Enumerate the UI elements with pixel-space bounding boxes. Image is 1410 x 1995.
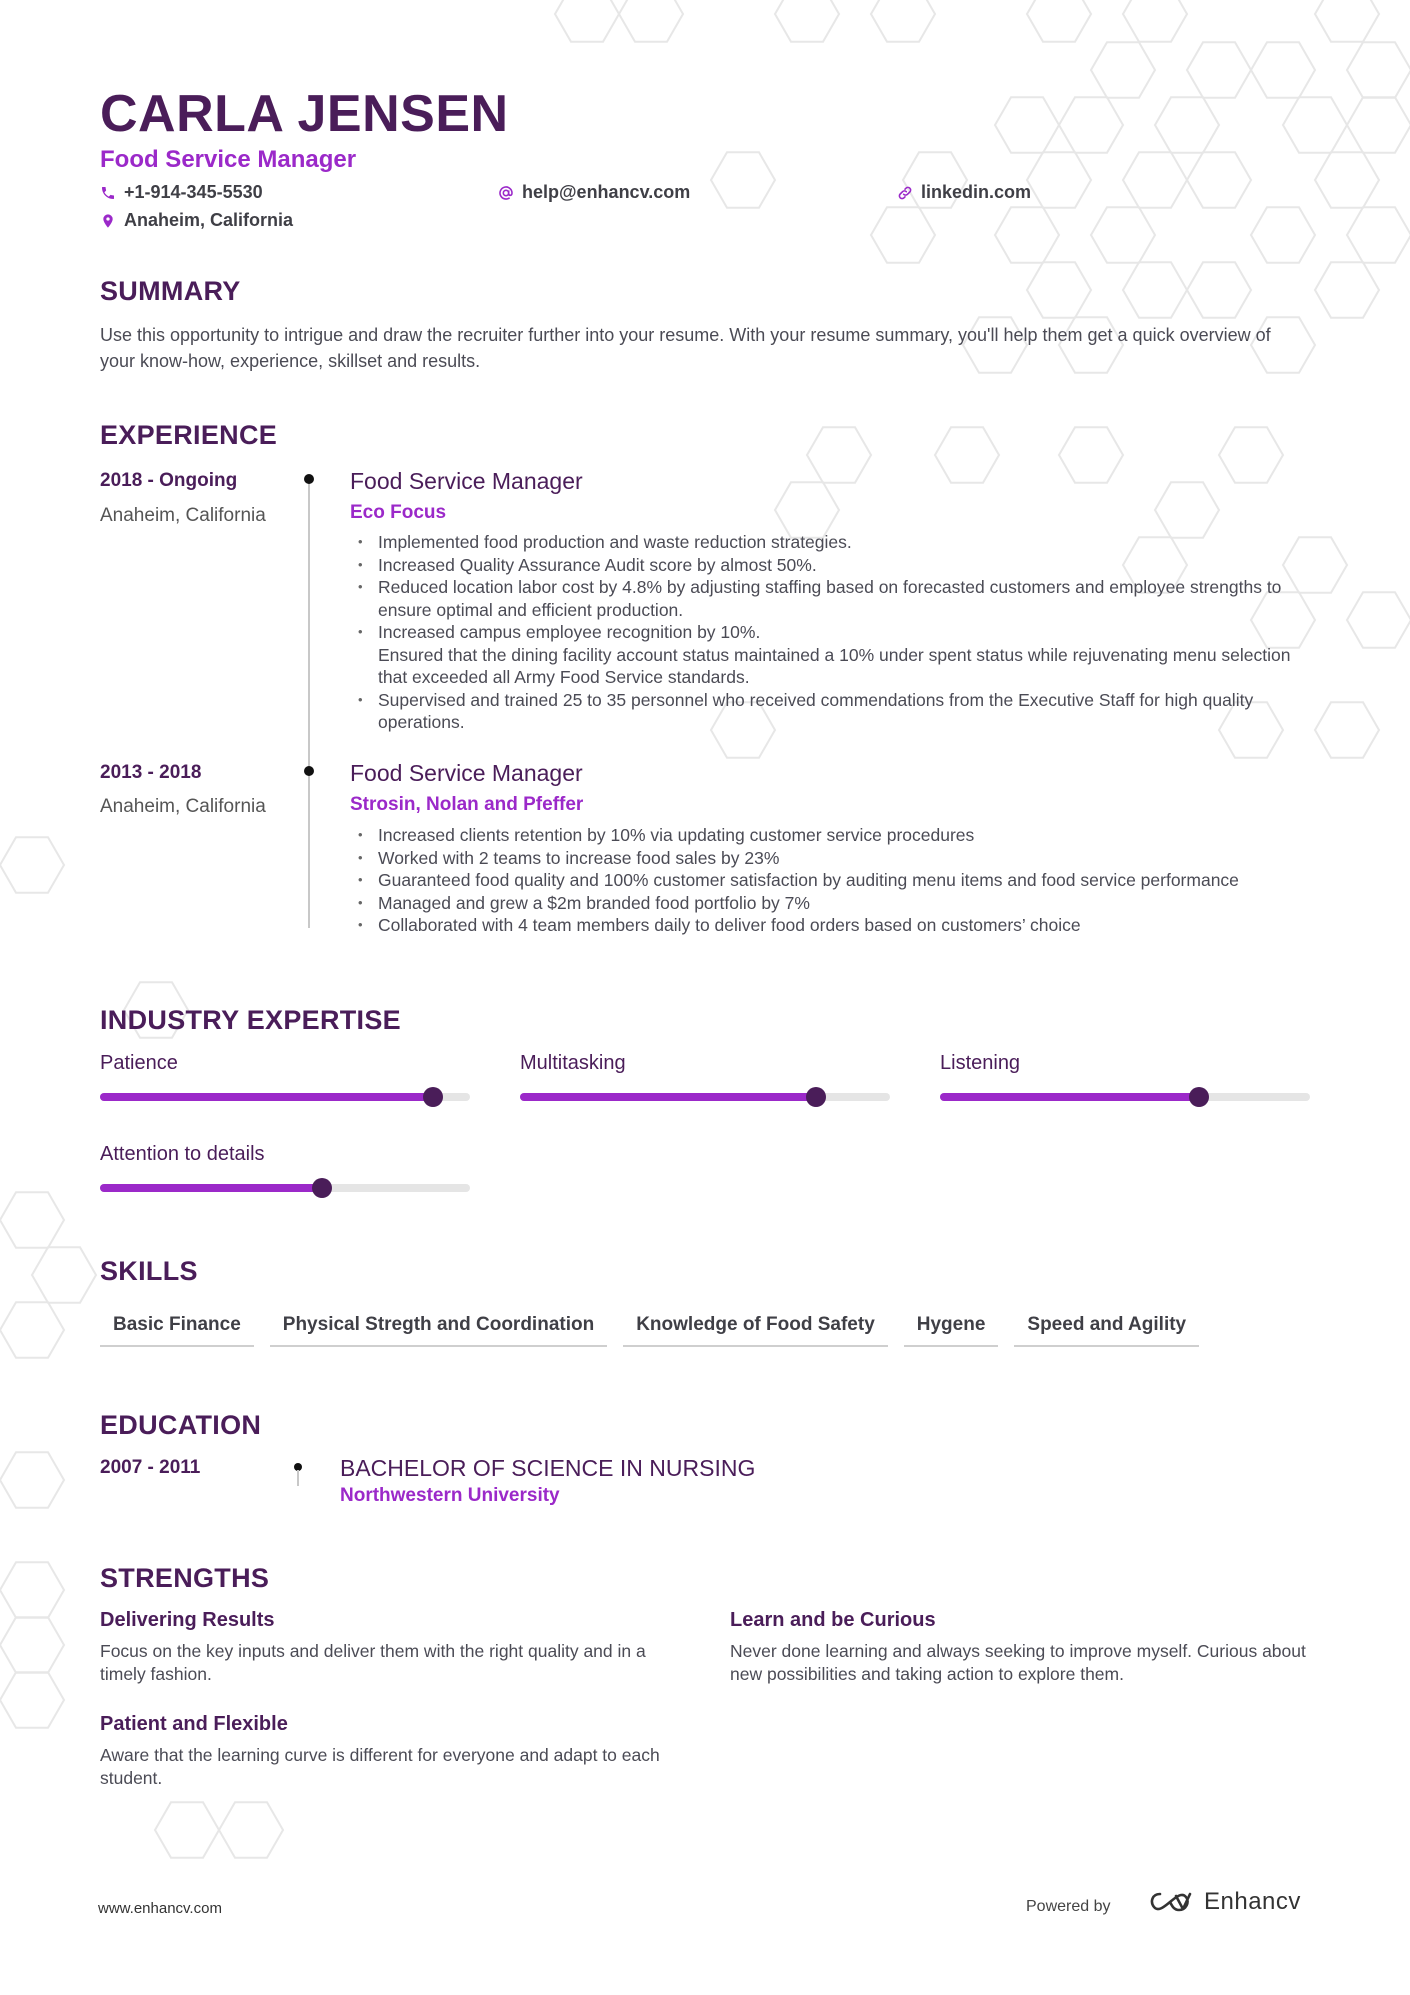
expertise-bar-fill [520, 1093, 816, 1101]
at-icon [498, 185, 514, 201]
experience-dates: 2013 - 2018 [100, 762, 202, 783]
skill-tag: Hygene [904, 1310, 999, 1347]
footer-url[interactable]: www.enhancv.com [98, 1900, 222, 1917]
strength-title: Delivering Results [100, 1609, 275, 1631]
enhancv-logo-icon [1146, 1890, 1194, 1914]
expertise-bar-fill [100, 1093, 433, 1101]
expertise-bar [100, 1184, 470, 1192]
skill-tag: Speed and Agility [1014, 1310, 1199, 1347]
list-item: • Managed and grew a $2m branded food portfolio by 7% [350, 892, 1310, 915]
expertise-bar-fill [100, 1184, 322, 1192]
expertise-bar-knob [312, 1178, 332, 1198]
brand-logo[interactable] [1146, 1888, 1301, 1916]
experience-company: Strosin, Nolan and Pfeffer [350, 794, 584, 815]
list-item: • Collaborated with 4 team members daily to deliver food orders based on customers’ choice [350, 914, 1310, 937]
expertise-bar-fill [940, 1093, 1199, 1101]
timeline-dot [304, 766, 314, 776]
list-item: • Increased Quality Assurance Audit score by almost 50%. [350, 554, 1310, 577]
brand-name: Enhancv [1204, 1888, 1301, 1915]
list-item: • Guaranteed food quality and 100% customer satisfaction by auditing menu items and food service performance [350, 869, 1310, 892]
expertise-bar-knob [1189, 1087, 1209, 1107]
skill-tag: Physical Stregth and Coordination [270, 1310, 607, 1347]
list-item: • Increased campus employee recognition by 10%. [350, 621, 1310, 644]
phone-icon [100, 185, 116, 201]
list-item: • Worked with 2 teams to increase food sales by 23% [350, 847, 1310, 870]
expertise-label: Multitasking [520, 1052, 626, 1074]
expertise-bar-knob [806, 1087, 826, 1107]
education-dates: 2007 - 2011 [100, 1457, 201, 1478]
strength-desc: Focus on the key inputs and deliver them with the right quality and in a timely fashion. [100, 1641, 646, 1684]
list-item: • Implemented food production and waste reduction strategies. [350, 531, 1310, 554]
list-item: • Supervised and trained 25 to 35 personnel who received commendations from the Executive Staff for high quality operations. [350, 689, 1310, 734]
experience-role: Food Service Manager [350, 468, 583, 494]
education-heading: EDUCATION [100, 1410, 262, 1440]
experience-location: Anaheim, California [100, 505, 266, 526]
experience-dates: 2018 - Ongoing [100, 470, 238, 491]
education-timeline [297, 1470, 299, 1486]
summary-heading: SUMMARY [100, 276, 241, 306]
expertise-label: Listening [940, 1052, 1021, 1074]
location-pin-icon [100, 213, 116, 229]
strengths-heading: STRENGTHS [100, 1563, 270, 1593]
expertise-bar [940, 1093, 1310, 1101]
experience-bullets [350, 531, 1310, 734]
linkedin-text: linkedin.com [921, 182, 1032, 202]
link-icon [897, 185, 913, 201]
expertise-label: Patience [100, 1052, 178, 1074]
contact-location [100, 210, 293, 231]
education-school: Northwestern University [340, 1485, 560, 1506]
experience-timeline [308, 478, 310, 928]
expertise-bar-knob [423, 1087, 443, 1107]
skills-heading: SKILLS [100, 1256, 198, 1286]
expertise-bar [520, 1093, 890, 1101]
contact-phone[interactable] [100, 182, 263, 203]
expertise-heading: INDUSTRY EXPERTISE [100, 1005, 401, 1035]
contact-linkedin[interactable] [897, 182, 1031, 203]
phone-text: +1-914-345-5530 [124, 182, 263, 202]
location-text: Anaheim, California [124, 210, 294, 230]
skill-tag: Knowledge of Food Safety [623, 1310, 888, 1347]
summary-text: Use this opportunity to intrigue and draw the recruiter further into your resume. With your resume summary, you'll help them get a quick overview of your know-how, experience, skillset and results. [100, 325, 1271, 371]
education-degree: BACHELOR OF SCIENCE IN NURSING [340, 1455, 756, 1481]
skill-tag: Basic Finance [100, 1310, 254, 1347]
expertise-label: Attention to details [100, 1143, 265, 1165]
list-item: • Reduced location labor cost by 4.8% by adjusting staffing based on forecasted customers and employee strengths to ensure optimal and efficient production. [350, 576, 1310, 621]
experience-bullets [350, 824, 1310, 937]
experience-heading: EXPERIENCE [100, 420, 278, 450]
timeline-dot [304, 474, 314, 484]
contact-email[interactable] [498, 182, 690, 203]
strength-desc: Never done learning and always seeking to improve myself. Curious about new possibilities and taking action to explore them. [730, 1641, 1306, 1684]
email-text: help@enhancv.com [522, 182, 691, 202]
strength-title: Learn and be Curious [730, 1609, 936, 1631]
list-item: Ensured that the dining facility account status maintained a 10% under spent status while rejuvenating menu selection that exceeded all Army Food Service standards. [378, 644, 1291, 687]
candidate-title: Food Service Manager [100, 146, 357, 173]
experience-role: Food Service Manager [350, 760, 583, 786]
experience-location: Anaheim, California [100, 796, 266, 817]
candidate-name: CARLA JENSEN [100, 85, 509, 143]
experience-company: Eco Focus [350, 502, 447, 523]
powered-by-label: Powered by [1026, 1898, 1111, 1915]
strength-desc: Aware that the learning curve is different for everyone and adapt to each student. [100, 1745, 660, 1788]
strength-title: Patient and Flexible [100, 1713, 288, 1735]
skills-list [100, 1310, 1199, 1347]
expertise-bar [100, 1093, 470, 1101]
list-item: • Increased clients retention by 10% via updating customer service procedures [350, 824, 1310, 847]
